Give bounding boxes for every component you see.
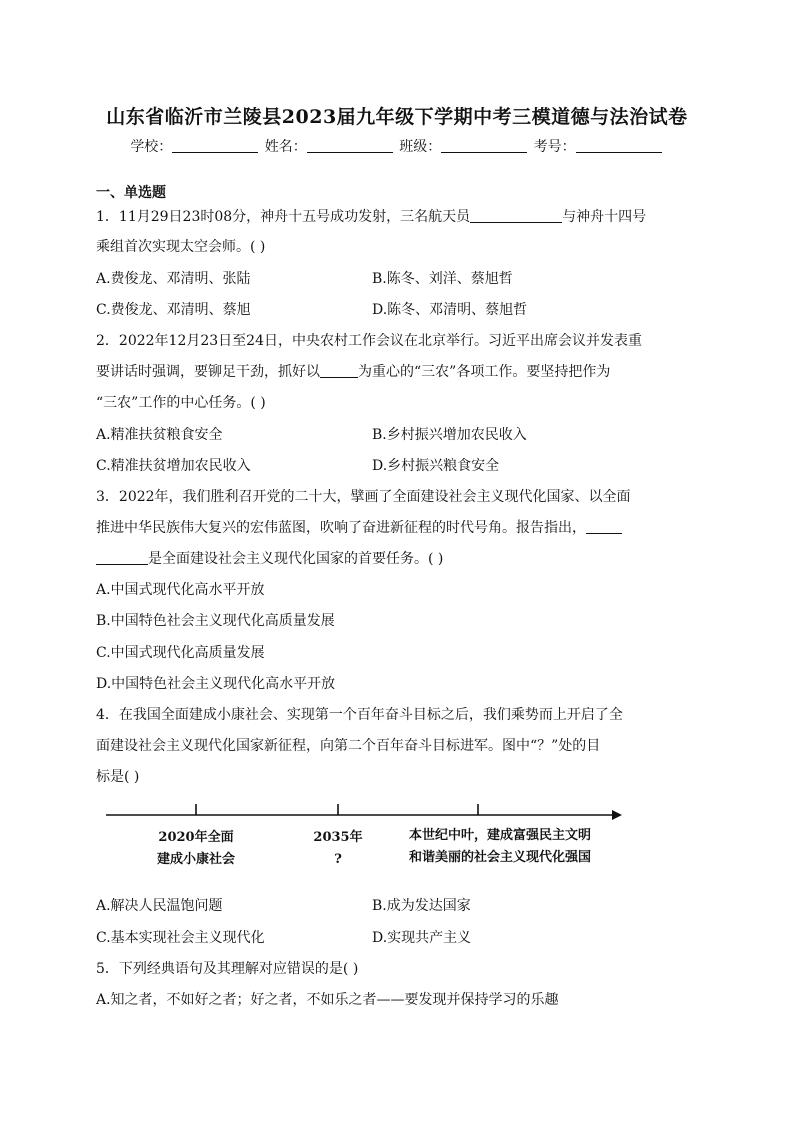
school-blank[interactable] [172,138,258,153]
student-info-row [0,136,794,156]
q4-line3: 标是( ) [96,769,140,785]
timeline-axis [100,795,630,825]
class-label: 班级： [399,139,442,155]
q2-line1: 2．2022年12月23日至24日，中央农村工作会议在北京举行。习近平出席会议并发表重 [96,333,642,349]
name-label: 姓名： [264,139,307,155]
q2-text-b: 为重心的“三农”各项工作。要坚持把作为 [358,364,611,380]
q3-option-b[interactable]: B.中国特色社会主义现代化高质量发展 [96,613,335,629]
timeline-label-mid-century [388,825,612,869]
q3-text-b: 是全面建设社会主义现代化国家的首要任务。( ) [148,551,444,567]
q2-line3: “三农”工作的中心任务。( ) [96,395,266,411]
q3-option-d[interactable]: D.中国特色社会主义现代化高水平开放 [96,676,336,692]
name-blank[interactable] [307,138,393,153]
timeline-label-2020 [150,827,242,871]
q3-line3 [96,548,443,568]
q1-text-b: 与神舟十四号 [562,209,647,225]
q5-option-a[interactable]: A.知之者，不如好之者；好之者，不如乐之者——要发现并保持学习的乐趣 [96,992,559,1008]
q1-option-d[interactable]: D.陈冬、邓清明、蔡旭哲 [372,302,528,318]
q1-line2: 乘组首次实现太空会师。( ) [96,239,266,255]
timeline-label-mid-century-a: 本世纪中叶，建成富强民主文明 [408,828,591,843]
q3-line1: 3．2022年，我们胜利召开党的二十大，擘画了全面建设社会主义现代化国家、以全面 [96,489,631,505]
timeline-label-2020-a: 2020年全面 [158,830,234,845]
q5-line1: 5．下列经典语句及其理解对应错误的是( ) [96,961,359,977]
section-heading: 一、单选题 [96,185,166,201]
number-blank[interactable] [576,138,662,153]
q4-option-d[interactable]: D.实现共产主义 [372,930,472,946]
q3-option-a[interactable]: A.中国式现代化高水平开放 [96,582,265,598]
school-label: 学校： [130,139,173,155]
timeline-label-2020-b: 建成小康社会 [156,852,235,867]
q2-option-b[interactable]: B.乡村振兴增加农民收入 [372,427,527,443]
q4-line2: 面建设社会主义现代化国家新征程，向第二个百年奋斗目标进军。图中“？”处的目 [96,738,601,754]
q1-blank [470,208,562,223]
timeline-arrow-icon [612,810,622,820]
q1-option-c[interactable]: C.费俊龙、邓清明、蔡旭 [96,302,251,318]
q3-blank-b [96,550,148,565]
q4-option-b[interactable]: B.成为发达国家 [372,898,471,914]
q4-line1: 4．在我国全面建成小康社会、实现第一个百年奋斗目标之后，我们乘势而上开启了全 [96,707,623,723]
timeline-label-mid-century-b: 和谐美丽的社会主义现代化强国 [408,850,591,865]
timeline-label-2035-b: ? [334,852,342,867]
q2-option-c[interactable]: C.精准扶贫增加农民收入 [96,458,251,474]
q3-option-c[interactable]: C.中国式现代化高质量发展 [96,645,265,661]
q2-line2 [96,361,610,381]
timeline-label-2035-a: 2035年 [313,830,363,845]
number-label: 考号： [533,139,576,155]
q1-text-a: 1．11月29日23时08分，神舟十五号成功发射，三名航天员 [96,209,471,225]
q3-blank-a [586,519,622,534]
q1-option-b[interactable]: B.陈冬、刘洋、蔡旭哲 [372,271,513,287]
q4-option-a[interactable]: A.解决人民温饱问题 [96,898,223,914]
q1-line1 [96,206,646,226]
page-title: 山东省临沂市兰陵县2023届九年级下学期中考三模道德与法治试卷 [106,106,688,128]
timeline-label-2035 [310,827,366,871]
class-blank[interactable] [441,138,527,153]
q1-option-a[interactable]: A.费俊龙、邓清明、张陆 [96,271,251,287]
q2-option-a[interactable]: A.精准扶贫粮食安全 [96,427,223,443]
q3-text-a: 推进中华民族伟大复兴的宏伟蓝图，吹响了奋进新征程的时代号角。报告指出， [96,520,586,536]
q2-blank [320,363,358,378]
q4-option-c[interactable]: C.基本实现社会主义现代化 [96,930,265,946]
q4-timeline-figure [100,795,630,880]
q3-line2 [96,517,622,537]
q2-text-a: 要讲话时强调，要铆足干劲，抓好以 [96,364,320,380]
q2-option-d[interactable]: D.乡村振兴粮食安全 [372,458,500,474]
